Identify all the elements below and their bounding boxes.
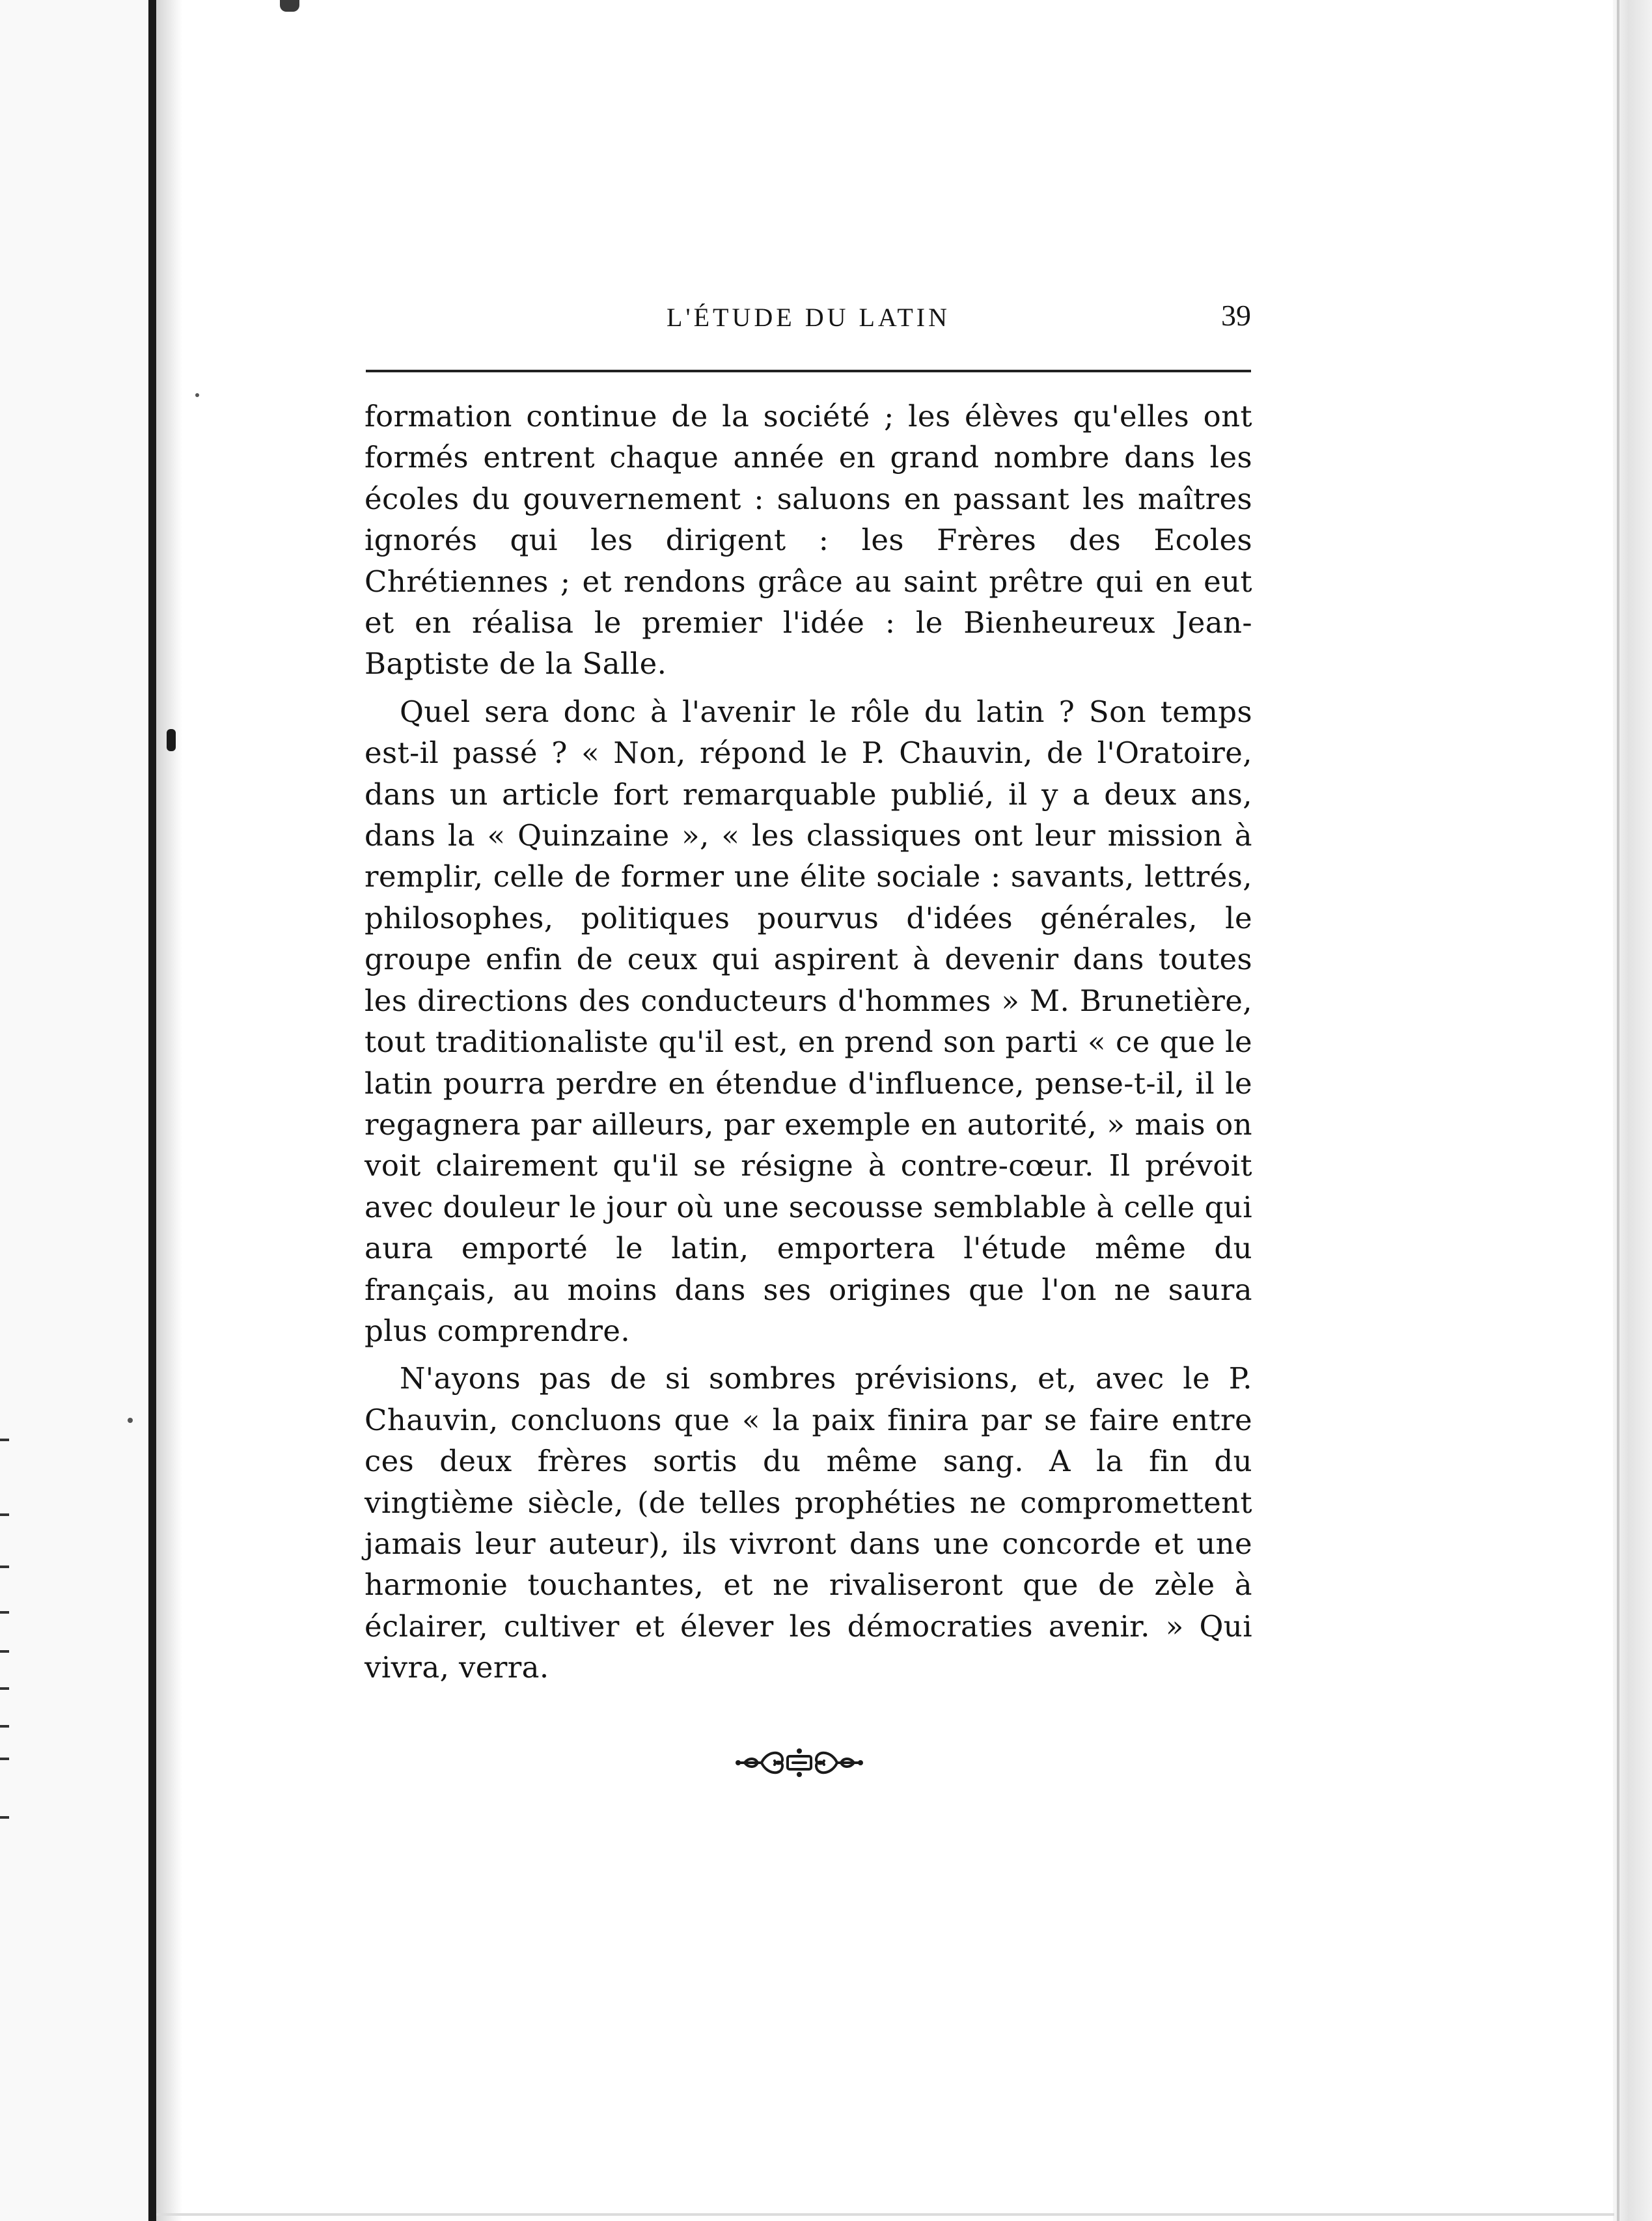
- header-rule: [366, 370, 1251, 372]
- binding-edge: [148, 0, 156, 2221]
- scan-artifact-top: [280, 0, 299, 12]
- running-title: L'ÉTUDE DU LATIN: [666, 303, 950, 332]
- margin-tick: [0, 1650, 9, 1653]
- margin-tick: [0, 1513, 9, 1516]
- running-header: [366, 298, 1251, 344]
- paragraph: formation continue de la société ; les élèves qu'elles ont formés entrent chaque année en grand nombre dans les écoles du gouvernement : saluons en passant les maîtres ignorés qui les dirigent : les Frères des Ecoles Chrétiennes ; et rendons grâce au saint prêtre qui en eut et en réalisa le premier l'idée : le Bienheureux Jean-Baptiste de la Salle.: [365, 399, 1252, 682]
- gutter-shadow: [156, 0, 182, 2221]
- margin-tick: [0, 1687, 9, 1690]
- page-bottom-edge: [156, 2213, 1614, 2216]
- margin-tick: [0, 1725, 9, 1728]
- page-number: 39: [1221, 299, 1251, 332]
- fleuron-ornament-icon: [736, 1739, 863, 1786]
- scan-artifact-spine: [167, 729, 176, 751]
- margin-tick: [0, 1816, 9, 1819]
- margin-tick: [0, 1439, 9, 1441]
- margin-tick: [0, 1758, 9, 1760]
- page-right-edge-line: [1617, 0, 1619, 2221]
- scan-speck: [128, 1418, 133, 1423]
- margin-tick: [0, 1611, 9, 1614]
- margin-tick: [0, 1566, 9, 1568]
- paragraph: N'ayons pas de si sombres prévisions, et, avec le P. Chauvin, concluons que « la paix finira par se faire entre ces deux frères sortis du même sang. A la fin du vingtième siècle, (de telles prophéties ne compromettent jamais leur auteur), ils vivront dans une concorde et une harmonie touchantes, et ne rivaliseront que de zèle à éclairer, cultiver et élever les démocraties avenir. » Qui vivra, verra.: [365, 1361, 1252, 1685]
- facing-page-margin: [0, 0, 148, 2221]
- paragraph: Quel sera donc à l'avenir le rôle du latin ? Son temps est-il passé ? « Non, répond le P. Chauvin, de l'Oratoire, dans un article fort remarquable publié, il y a deux ans, dans la « Quinzaine », « les classiques ont leur mission à remplir, celle de former une élite sociale : savants, lettrés, philosophes, politiques pourvus d'idées générales, le groupe enfin de ceux qui aspirent à devenir dans toutes les directions des conducteurs d'hommes » M. Brunetière, tout traditionaliste qu'il est, en prend son parti « ce que le latin pourra perdre en étendue d'influence, pense-t-il, il le regagnera par ailleurs, par exemple en autorité, » mais on voit clairement qu'il se résigne à contre-cœur. Il prévoit avec douleur le jour où une secousse semblable à celle qui aura emporté le latin, emportera l'étude même du français, au moins dans ses origines que l'on ne saura plus comprendre.: [365, 694, 1252, 1348]
- scan-speck: [195, 393, 199, 397]
- body-text: [365, 396, 1252, 1695]
